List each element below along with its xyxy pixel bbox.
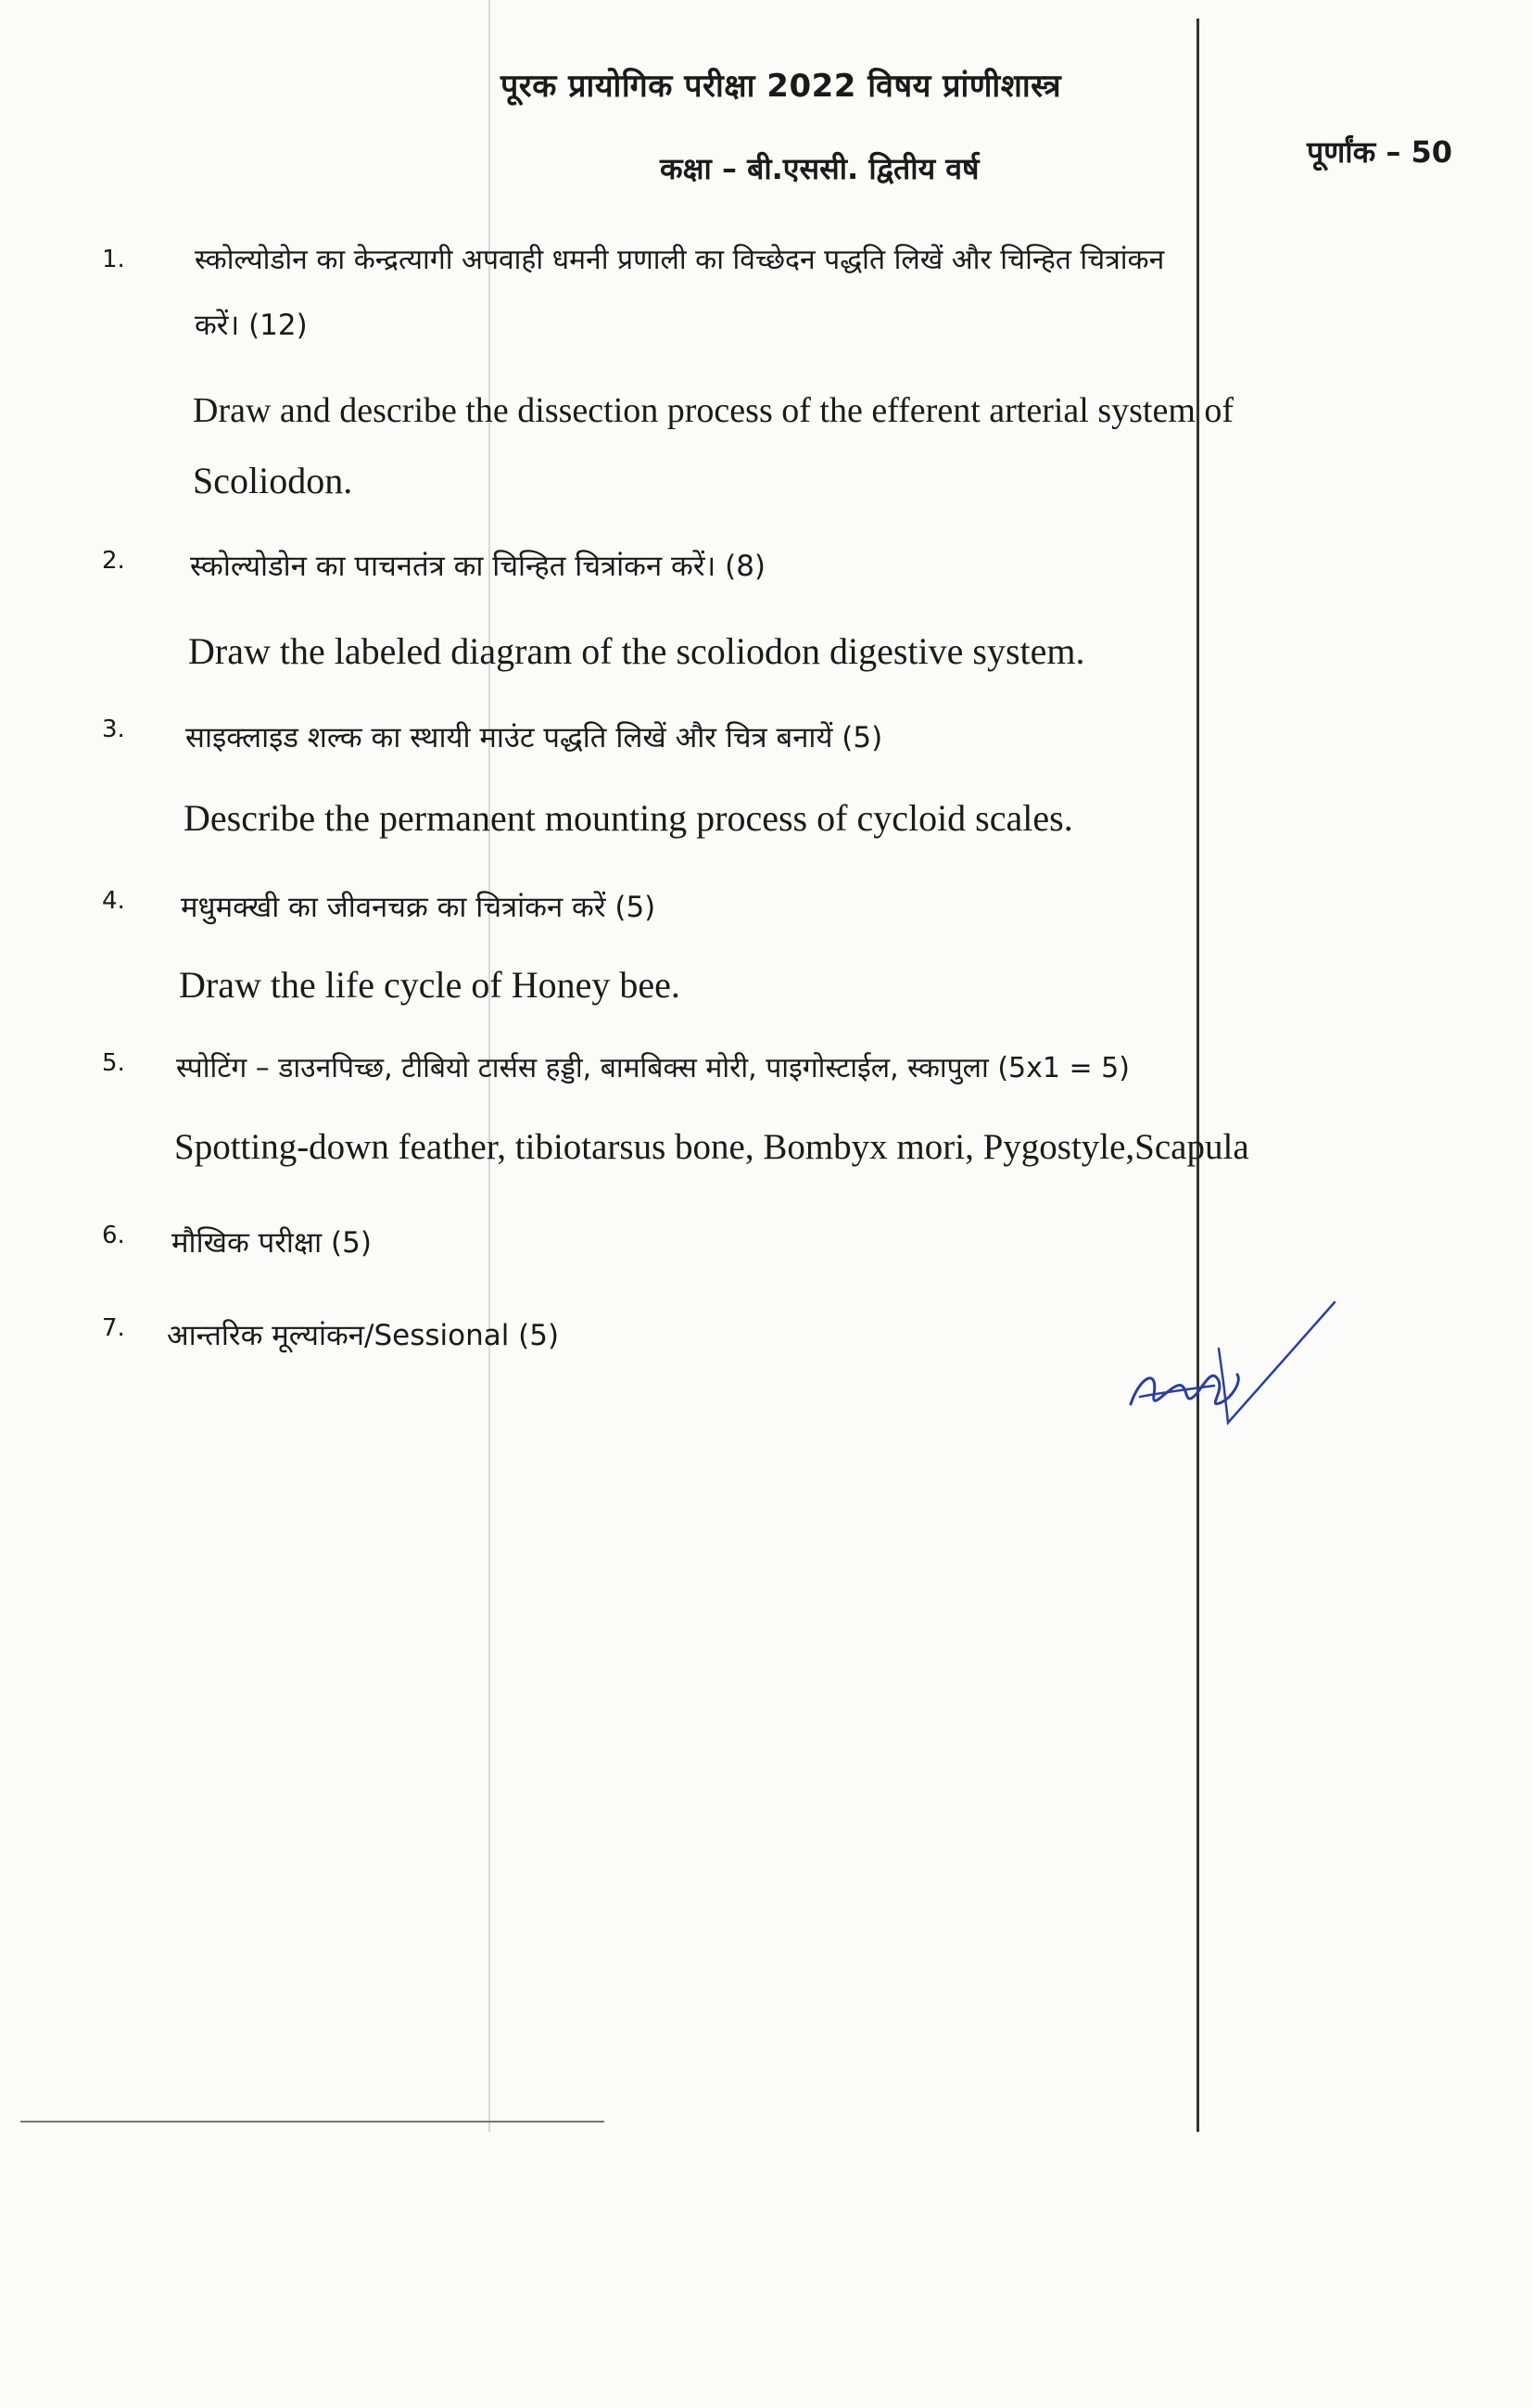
question-hindi: साइक्लाइड शल्क का स्थायी माउंट पद्धति लिखें और चित्र बनायें (5) bbox=[185, 721, 883, 754]
question-hindi: करें। (12) bbox=[195, 309, 308, 342]
max-marks: पूर्णांक – 50 bbox=[1307, 134, 1452, 170]
class-line: कक्षा – बी.एससी. द्वितीय वर्ष bbox=[660, 151, 980, 186]
question-number: 6. bbox=[102, 1222, 125, 1249]
question-hindi: स्कोल्योडोन का केन्द्रत्यागी अपवाही धमनी प्रणाली का विच्छेदन पद्धति लिखें और चिन्हित चित्रांकन bbox=[195, 244, 1165, 276]
question-english: Scoliodon. bbox=[193, 460, 353, 501]
question-number: 3. bbox=[102, 716, 125, 743]
question-number: 5. bbox=[102, 1049, 125, 1077]
signature-image bbox=[1103, 1293, 1344, 1441]
vertical-margin-line bbox=[1196, 19, 1199, 2132]
question-text: आन्तरिक मूल्यांकन/Sessional (5) bbox=[167, 1319, 560, 1352]
question-hindi: स्पोटिंग – डाउनपिच्छ, टीबियो टार्सस हड्डी, बामबिक्स मोरी, पाइगोस्टाईल, स्कापुला (5x1 = 5) bbox=[176, 1052, 1130, 1084]
question-hindi: स्कोल्योडोन का पाचनतंत्र का चिन्हित चित्रांकन करें। (8) bbox=[190, 550, 766, 583]
exam-title: पूरक प्रायोगिक परीक्षा 2022 विषय प्रांणीशास्त्र bbox=[500, 68, 1062, 105]
question-english: Draw and describe the dissection process of the efferent arterial system of bbox=[193, 391, 1234, 430]
question-english: Draw the life cycle of Honey bee. bbox=[179, 964, 680, 1006]
question-english: Spotting-down feather, tibiotarsus bone, Bombyx mori, Pygostyle,Scapula bbox=[174, 1127, 1249, 1167]
question-number: 2. bbox=[102, 547, 125, 575]
question-english: Describe the permanent mounting process of cycloid scales. bbox=[184, 797, 1073, 839]
question-text: मौखिक परीक्षा (5) bbox=[171, 1226, 372, 1260]
question-english: Draw the labeled diagram of the scoliodon digestive system. bbox=[188, 630, 1085, 672]
question-hindi: मधुमक्खी का जीवनचक्र का चित्रांकन करें (5) bbox=[181, 891, 656, 924]
question-number: 4. bbox=[102, 887, 125, 915]
question-number: 1. bbox=[102, 246, 125, 273]
question-number: 7. bbox=[102, 1314, 125, 1342]
bottom-rule bbox=[20, 2121, 604, 2123]
